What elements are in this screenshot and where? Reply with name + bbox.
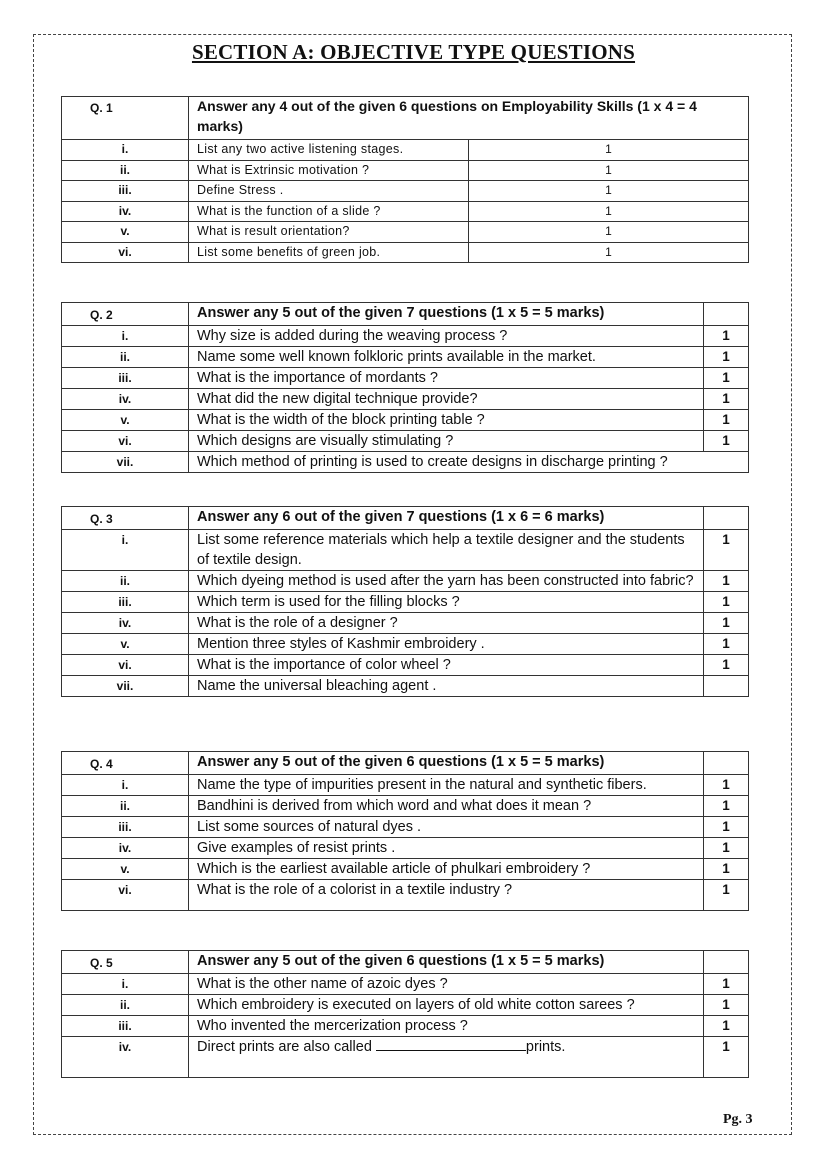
question-4-table (61, 751, 749, 911)
question-instruction: Answer any 5 out of the given 6 questions (1 x 5 = 5 marks) (189, 752, 704, 775)
item-marks: 1 (704, 1037, 749, 1078)
item-marks: 1 (469, 201, 749, 222)
question-3-table (61, 506, 749, 697)
item-marks: 1 (704, 347, 749, 368)
item-marks: 1 (469, 222, 749, 243)
question-header (62, 97, 749, 140)
item-text (189, 1037, 704, 1078)
item-number: iii. (62, 592, 189, 613)
item-text: Which method of printing is used to create designs in discharge printing ? (189, 452, 749, 473)
item-text: Who invented the mercerization process ? (189, 1016, 704, 1037)
question-item (62, 160, 749, 181)
question-5-table (61, 950, 749, 1078)
question-item (62, 201, 749, 222)
item-text: Define Stress . (189, 181, 469, 202)
item-text: What did the new digital technique provide? (189, 389, 704, 410)
item-marks: 1 (704, 613, 749, 634)
item-number: iii. (62, 368, 189, 389)
item-text: Name some well known folkloric prints available in the market. (189, 347, 704, 368)
item-text: What is the role of a colorist in a textile industry ? (189, 880, 704, 911)
item-number: iv. (62, 201, 189, 222)
question-item (62, 1016, 749, 1037)
item-number: i. (62, 530, 189, 571)
question-1-table (61, 96, 749, 263)
page-number: Pg. 3 (723, 1112, 753, 1127)
item-number: ii. (62, 347, 189, 368)
item-marks: 1 (704, 326, 749, 347)
question-item (62, 634, 749, 655)
item-text: What is Extrinsic motivation ? (189, 160, 469, 181)
question-item (62, 431, 749, 452)
item-number: ii. (62, 160, 189, 181)
item-marks: 1 (704, 838, 749, 859)
question-item (62, 530, 749, 571)
question-item (62, 592, 749, 613)
item-marks: 1 (704, 880, 749, 911)
question-header (62, 752, 749, 775)
item-text: Bandhini is derived from which word and what does it mean ? (189, 796, 704, 817)
item-marks: 1 (704, 655, 749, 676)
item-marks: 1 (704, 634, 749, 655)
question-number: Q. 3 (62, 507, 189, 530)
question-item (62, 222, 749, 243)
item-text: What is the width of the block printing table ? (189, 410, 704, 431)
item-marks: 1 (704, 974, 749, 995)
question-header (62, 951, 749, 974)
question-item (62, 838, 749, 859)
item-text: What is result orientation? (189, 222, 469, 243)
item-marks: 1 (704, 859, 749, 880)
item-text: What is the other name of azoic dyes ? (189, 974, 704, 995)
item-number: iii. (62, 1016, 189, 1037)
question-item (62, 974, 749, 995)
question-item (62, 181, 749, 202)
item-marks: 1 (469, 140, 749, 161)
item-number: vii. (62, 676, 189, 697)
item-number: vi. (62, 242, 189, 263)
question-item (62, 676, 749, 697)
item-text: List some benefits of green job. (189, 242, 469, 263)
question-2-table (61, 302, 749, 473)
question-item (62, 368, 749, 389)
question-item (62, 140, 749, 161)
item-text: What is the role of a designer ? (189, 613, 704, 634)
item-marks (704, 676, 749, 697)
item-text: What is the function of a slide ? (189, 201, 469, 222)
question-item (62, 571, 749, 592)
item-number: ii. (62, 571, 189, 592)
item-text: Which dyeing method is used after the yarn has been constructed into fabric? (189, 571, 704, 592)
item-marks: 1 (704, 410, 749, 431)
item-text: What is the importance of mordants ? (189, 368, 704, 389)
question-item (62, 389, 749, 410)
item-marks: 1 (704, 530, 749, 571)
item-marks: 1 (704, 431, 749, 452)
section-title: SECTION A: OBJECTIVE TYPE QUESTIONS (191, 40, 636, 64)
question-item (62, 347, 749, 368)
question-item (62, 655, 749, 676)
item-number: vi. (62, 880, 189, 911)
item-text: What is the importance of color wheel ? (189, 655, 704, 676)
item-marks: 1 (704, 389, 749, 410)
item-text: Which is the earliest available article of phulkari embroidery ? (189, 859, 704, 880)
item-number: iv. (62, 838, 189, 859)
item-marks: 1 (704, 1016, 749, 1037)
item-number: vi. (62, 655, 189, 676)
item-number: v. (62, 859, 189, 880)
item-marks: 1 (704, 995, 749, 1016)
question-item (62, 817, 749, 838)
item-marks: 1 (704, 571, 749, 592)
question-number: Q. 5 (62, 951, 189, 974)
item-text-before: Direct prints are also called (197, 1039, 372, 1055)
question-instruction: Answer any 5 out of the given 6 questions (1 x 5 = 5 marks) (189, 951, 704, 974)
question-item (62, 452, 749, 473)
item-number: ii. (62, 796, 189, 817)
question-number: Q. 1 (62, 97, 189, 140)
question-number: Q. 4 (62, 752, 189, 775)
item-text: List some sources of natural dyes . (189, 817, 704, 838)
item-number: iv. (62, 389, 189, 410)
question-item (62, 326, 749, 347)
item-text: Give examples of resist prints . (189, 838, 704, 859)
question-item (62, 995, 749, 1016)
item-number: iii. (62, 817, 189, 838)
item-marks: 1 (704, 368, 749, 389)
item-text: Mention three styles of Kashmir embroidery . (189, 634, 704, 655)
question-header (62, 507, 749, 530)
question-item (62, 410, 749, 431)
item-text: Why size is added during the weaving process ? (189, 326, 704, 347)
item-number: i. (62, 140, 189, 161)
item-text: List some reference materials which help a textile designer and the students of textile design. (189, 530, 704, 571)
question-item (62, 880, 749, 911)
item-number: i. (62, 775, 189, 796)
question-instruction: Answer any 5 out of the given 7 questions (1 x 5 = 5 marks) (189, 303, 704, 326)
item-marks: 1 (704, 592, 749, 613)
question-item (62, 859, 749, 880)
item-number: v. (62, 410, 189, 431)
question-instruction: Answer any 4 out of the given 6 questions on Employability Skills (1 x 4 = 4 marks) (189, 97, 749, 140)
item-number: v. (62, 634, 189, 655)
question-number: Q. 2 (62, 303, 189, 326)
item-text: Name the type of impurities present in the natural and synthetic fibers. (189, 775, 704, 796)
item-number: i. (62, 326, 189, 347)
item-marks: 1 (704, 796, 749, 817)
item-text: Name the universal bleaching agent . (189, 676, 704, 697)
item-number: vii. (62, 452, 189, 473)
item-marks: 1 (469, 181, 749, 202)
item-marks: 1 (704, 775, 749, 796)
item-marks: 1 (469, 160, 749, 181)
item-text: List any two active listening stages. (189, 140, 469, 161)
item-number: iv. (62, 613, 189, 634)
fill-in-blank (376, 1038, 526, 1051)
question-item (62, 242, 749, 263)
question-item (62, 775, 749, 796)
item-number: ii. (62, 995, 189, 1016)
item-marks: 1 (704, 817, 749, 838)
item-number: vi. (62, 431, 189, 452)
item-number: i. (62, 974, 189, 995)
item-number: iv. (62, 1037, 189, 1078)
item-number: iii. (62, 181, 189, 202)
question-header (62, 303, 749, 326)
question-instruction: Answer any 6 out of the given 7 questions (1 x 6 = 6 marks) (189, 507, 704, 530)
question-item (62, 613, 749, 634)
item-text: Which designs are visually stimulating ? (189, 431, 704, 452)
question-item (62, 796, 749, 817)
item-text: Which embroidery is executed on layers of old white cotton sarees ? (189, 995, 704, 1016)
item-marks: 1 (469, 242, 749, 263)
item-text-after: prints. (525, 1039, 566, 1055)
item-text: Which term is used for the filling blocks ? (189, 592, 704, 613)
item-number: v. (62, 222, 189, 243)
question-item (62, 1037, 749, 1078)
